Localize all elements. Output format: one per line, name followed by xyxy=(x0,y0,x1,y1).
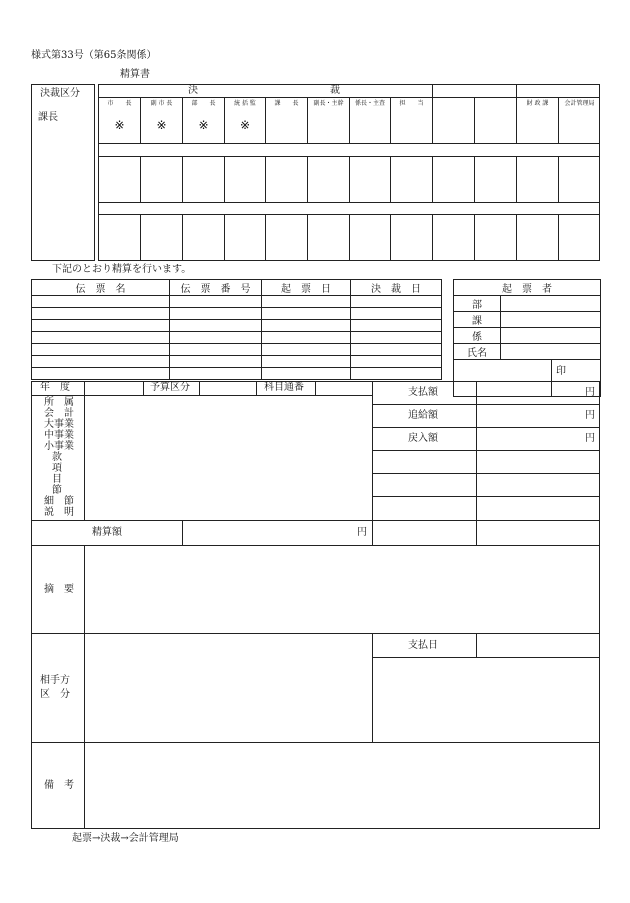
voucher-cell[interactable] xyxy=(351,308,442,320)
aitegata-vline xyxy=(372,633,373,742)
side-label: 中事業 xyxy=(44,430,74,441)
voucher-cell[interactable] xyxy=(32,320,170,332)
approval-vline xyxy=(265,214,266,261)
voucher-cell[interactable] xyxy=(170,296,262,308)
approval-vline xyxy=(432,156,433,202)
drafter-unit-field[interactable] xyxy=(501,328,601,344)
table-row xyxy=(32,356,442,368)
mark-icon: ※ xyxy=(156,118,167,132)
drafter-dept-field[interactable] xyxy=(501,296,601,312)
payment-line xyxy=(372,427,600,428)
voucher-cell[interactable] xyxy=(351,368,442,380)
approval-vline xyxy=(307,156,308,202)
voucher-cell[interactable] xyxy=(170,344,262,356)
form-title: 精算書 xyxy=(120,69,150,80)
table-row xyxy=(32,368,442,380)
approval-vline xyxy=(558,214,559,261)
seisan-vline xyxy=(182,520,183,545)
budget-vline xyxy=(315,381,316,395)
voucher-cell[interactable] xyxy=(351,332,442,344)
approval-vline xyxy=(182,156,183,202)
tekiyo-top-line xyxy=(31,545,600,546)
table-row xyxy=(32,308,442,320)
voucher-cell[interactable] xyxy=(170,308,262,320)
voucher-header-date: 起 票 日 xyxy=(262,280,351,296)
drafter-name-label: 氏名 xyxy=(454,344,501,360)
role-label: 課 長 xyxy=(274,100,299,107)
role-label: 財 政 課 xyxy=(526,100,549,107)
approval-vline xyxy=(224,214,225,261)
voucher-cell[interactable] xyxy=(351,320,442,332)
approval-vline xyxy=(432,214,433,261)
kamoku-label: 科目通番 xyxy=(264,382,304,393)
seisan-top-line xyxy=(31,520,600,521)
budget-header-line xyxy=(31,395,372,396)
aitegata-vline xyxy=(476,633,477,657)
role-label: 市 長 xyxy=(107,100,132,107)
seal-label: 印 xyxy=(552,360,601,397)
drafter-dept-label: 部 xyxy=(454,296,501,312)
approval-vline xyxy=(140,214,141,261)
table-row xyxy=(32,296,442,308)
approval-vline xyxy=(224,156,225,202)
voucher-cell[interactable] xyxy=(170,368,262,380)
mark-icon: ※ xyxy=(239,118,251,132)
drafter-table xyxy=(453,279,601,397)
drafter-unit-label: 係 xyxy=(454,328,501,344)
seisan-yen: 円 xyxy=(357,527,367,538)
approval-vline xyxy=(516,214,517,261)
mark-icon: ※ xyxy=(114,118,125,132)
approval-vline xyxy=(390,214,391,261)
drafter-section-label: 課 xyxy=(454,312,501,328)
voucher-cell[interactable] xyxy=(32,308,170,320)
approval-vline xyxy=(265,156,266,202)
side-label: 小事業 xyxy=(44,441,74,452)
shiharaibi-line xyxy=(372,657,600,658)
voucher-cell[interactable] xyxy=(262,344,351,356)
tekiyo-label: 摘 要 xyxy=(44,584,74,595)
role-label: 担 当 xyxy=(399,100,424,107)
approval-vline xyxy=(349,156,350,202)
voucher-cell[interactable] xyxy=(262,296,351,308)
side-label: 節 xyxy=(52,485,62,496)
side-label: 細 節 xyxy=(44,496,74,507)
approval-vline xyxy=(140,156,141,202)
approval-category-box xyxy=(31,84,95,261)
role-label: 統 括 監 xyxy=(234,100,256,107)
payment-line xyxy=(372,496,600,497)
payment-line xyxy=(372,473,600,474)
approval-vline xyxy=(474,214,475,261)
role-label: 副長・主幹 xyxy=(313,100,344,107)
approval-row-line-3 xyxy=(98,202,600,203)
role-label: 係長・主査 xyxy=(354,100,385,107)
kacho-label: 課長 xyxy=(38,112,58,123)
voucher-cell[interactable] xyxy=(170,332,262,344)
drafter-name-field[interactable] xyxy=(501,344,601,360)
voucher-cell[interactable] xyxy=(170,356,262,368)
voucher-cell[interactable] xyxy=(262,356,351,368)
table-row xyxy=(32,332,442,344)
voucher-header-number: 伝 票 番 号 xyxy=(170,280,262,296)
approval-vline xyxy=(349,214,350,261)
approval-vline xyxy=(432,84,433,143)
payment-line xyxy=(372,450,600,451)
voucher-cell[interactable] xyxy=(262,308,351,320)
role-label: 会計管理局 xyxy=(564,100,595,107)
voucher-cell[interactable] xyxy=(351,356,442,368)
side-label: 会 計 xyxy=(44,408,74,419)
reinyu-label: 戻入額 xyxy=(408,433,438,444)
voucher-header-name: 伝 票 名 xyxy=(32,280,170,296)
approval-vline xyxy=(474,156,475,202)
table-row xyxy=(32,320,442,332)
biko-label: 備 考 xyxy=(44,780,74,791)
side-label: 目 xyxy=(52,474,62,485)
nendo-label: 年 度 xyxy=(40,382,70,393)
voucher-cell[interactable] xyxy=(351,344,442,356)
budget-vline xyxy=(199,381,200,395)
kessai-kubun-label: 決裁区分 xyxy=(40,88,80,99)
voucher-cell[interactable] xyxy=(32,344,170,356)
approval-vline xyxy=(307,214,308,261)
yen-unit: 円 xyxy=(585,410,595,421)
voucher-cell[interactable] xyxy=(262,332,351,344)
aitegata-label: 相手方 xyxy=(40,675,70,686)
voucher-table xyxy=(31,279,442,380)
approval-vline xyxy=(390,156,391,202)
label-column-line xyxy=(84,545,85,829)
approval-vline xyxy=(474,97,475,143)
aitegata-top-line xyxy=(31,633,600,634)
shiharai-label: 支払額 xyxy=(408,387,438,398)
biko-top-line xyxy=(31,742,600,743)
voucher-cell[interactable] xyxy=(32,296,170,308)
approval-vline xyxy=(516,84,517,143)
yosan-kubun-label: 予算区分 xyxy=(150,382,190,393)
voucher-cell[interactable] xyxy=(32,356,170,368)
voucher-cell[interactable] xyxy=(351,296,442,308)
form-number: 様式第33号（第65条関係） xyxy=(31,50,157,61)
voucher-header-approval-date: 決 裁 日 xyxy=(351,280,442,296)
voucher-cell[interactable] xyxy=(262,368,351,380)
yen-unit: 円 xyxy=(585,433,595,444)
side-label: 説 明 xyxy=(44,507,74,518)
role-label: 副 市 長 xyxy=(150,100,173,107)
instruction-text: 下記のとおり精算を行います。 xyxy=(52,264,192,275)
budget-vline xyxy=(143,381,144,395)
approval-vline xyxy=(516,156,517,202)
side-label: 所 属 xyxy=(44,397,74,408)
voucher-cell[interactable] xyxy=(32,332,170,344)
role-label: 部 長 xyxy=(191,100,216,107)
approval-ketsu: 決 xyxy=(188,85,198,96)
shiharaibi-label: 支払日 xyxy=(408,640,438,651)
budget-vline xyxy=(84,381,85,520)
budget-vline xyxy=(256,381,257,395)
tsuikyu-label: 追給額 xyxy=(408,410,438,421)
side-label: 款 xyxy=(52,452,62,463)
approval-vline xyxy=(558,156,559,202)
voucher-cell[interactable] xyxy=(32,368,170,380)
drafter-title: 起 票 者 xyxy=(454,280,601,296)
yen-unit: 円 xyxy=(585,387,595,398)
approval-vline xyxy=(182,214,183,261)
side-label: 項 xyxy=(52,463,62,474)
voucher-cell[interactable] xyxy=(262,320,351,332)
table-row xyxy=(32,344,442,356)
mark-icon: ※ xyxy=(198,118,209,132)
approval-row-line-1 xyxy=(98,143,600,144)
payment-line xyxy=(372,404,600,405)
seisan-label: 精算額 xyxy=(92,527,122,538)
side-label: 大事業 xyxy=(44,419,74,430)
voucher-cell[interactable] xyxy=(170,320,262,332)
kubun-label: 区 分 xyxy=(40,689,70,700)
drafter-section-field[interactable] xyxy=(501,312,601,328)
approval-sai: 裁 xyxy=(330,85,340,96)
main-form-frame xyxy=(31,381,600,829)
footer-flow: 起票→決裁→会計管理局 xyxy=(72,833,179,844)
